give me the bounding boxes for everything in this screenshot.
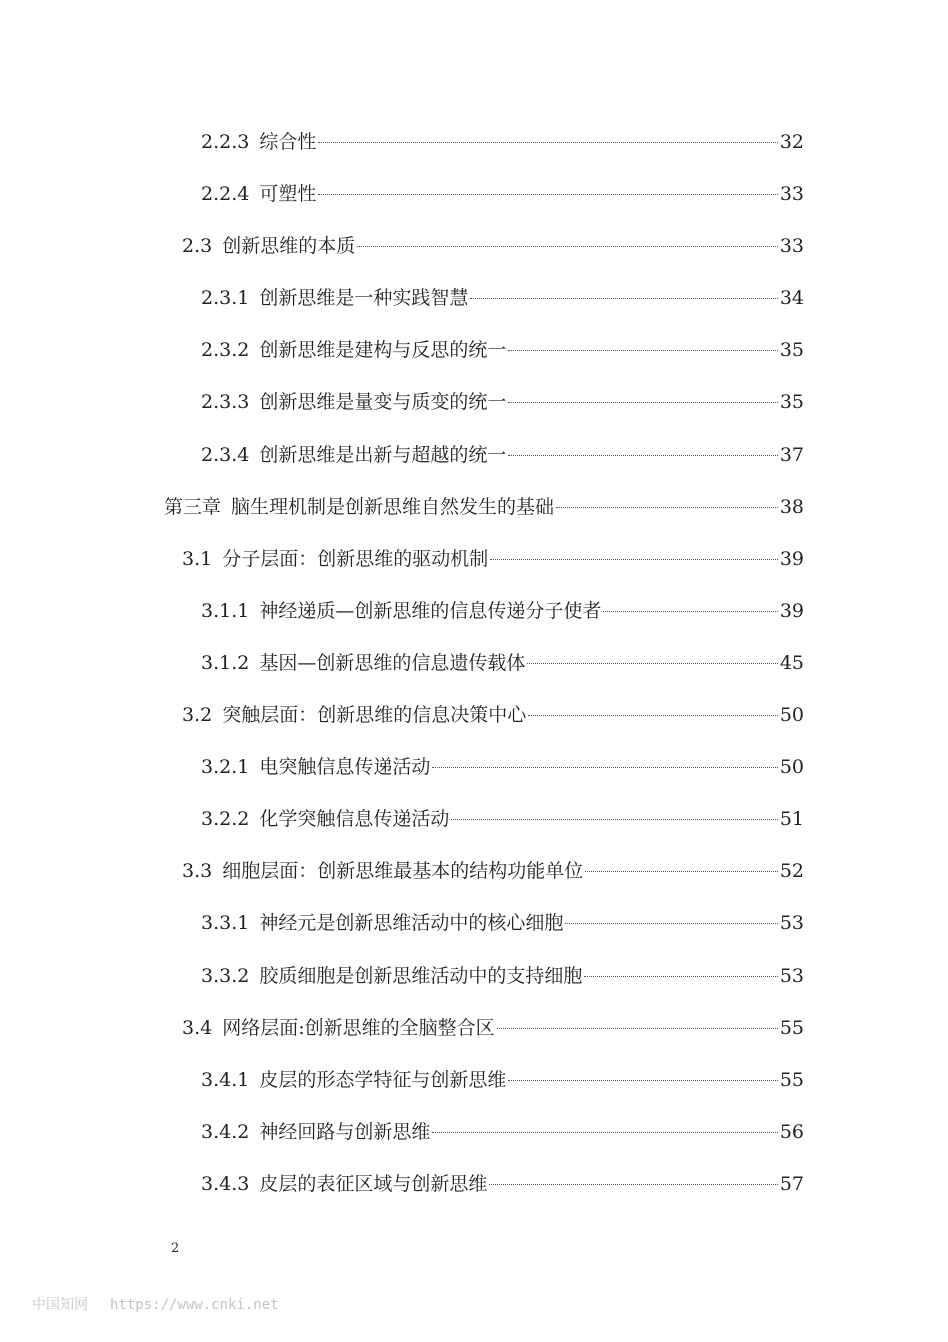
toc-entry-number: 3.4.1 <box>201 1068 250 1091</box>
toc-entry[interactable] <box>0 793 948 845</box>
toc-dot-leader <box>318 194 777 195</box>
toc-dot-leader <box>508 455 777 456</box>
toc-entry-number: 3.4.2 <box>201 1120 250 1143</box>
toc-entry-line <box>201 1118 804 1146</box>
toc-entry-line <box>201 597 804 625</box>
toc-entry-title: 创新思维是建构与反思的统一 <box>259 339 507 362</box>
toc-entry-title: 基因—创新思维的信息遗传载体 <box>259 651 526 674</box>
toc-entry-title: 皮层的形态学特征与创新思维 <box>259 1068 507 1091</box>
toc-entry-number: 2.3.3 <box>201 391 250 414</box>
toc-dot-leader <box>470 298 777 299</box>
toc-entry[interactable] <box>0 533 948 585</box>
toc-entry-title: 细胞层面：创新思维最基本的结构功能单位 <box>222 860 584 883</box>
toc-dot-leader <box>508 1080 777 1081</box>
toc-entry-number: 3.4 <box>182 1016 213 1039</box>
toc-entry[interactable] <box>0 1002 948 1054</box>
toc-entry-line <box>201 336 804 364</box>
toc-entry-number: 2.2.4 <box>201 183 250 206</box>
toc-dot-leader <box>584 976 777 977</box>
toc-entry[interactable] <box>0 429 948 481</box>
toc-dot-leader <box>585 871 778 872</box>
toc-dot-leader <box>508 350 777 351</box>
toc-entry-page: 37 <box>779 443 804 466</box>
toc-entry[interactable] <box>0 845 948 897</box>
toc-entry-line <box>201 128 804 156</box>
toc-entry-line <box>201 649 804 677</box>
toc-entry-line <box>201 284 804 312</box>
toc-entry-page: 32 <box>779 131 804 153</box>
toc-entry-page: 51 <box>779 808 804 831</box>
toc-entry[interactable] <box>0 637 948 689</box>
toc-dot-leader <box>489 1184 777 1185</box>
toc-entry-page: 39 <box>779 599 804 622</box>
toc-entry-title: 分子层面：创新思维的驱动机制 <box>222 547 489 570</box>
toc-entry-line <box>201 388 804 416</box>
toc-entry-number: 3.1.1 <box>201 599 250 622</box>
toc-entry-page: 55 <box>779 1016 804 1039</box>
toc-entry-number: 3.3.2 <box>201 964 250 987</box>
toc-entry-page: 56 <box>779 1120 804 1143</box>
toc-entry[interactable] <box>0 1158 948 1210</box>
toc-dot-leader <box>357 246 778 247</box>
toc-entry-title: 神经递质—创新思维的信息传递分子使者 <box>259 599 602 622</box>
toc-dot-leader <box>497 1028 778 1029</box>
toc-entry[interactable] <box>0 272 948 324</box>
toc-entry-number: 3.2.2 <box>201 808 250 831</box>
toc-dot-leader <box>565 923 777 924</box>
toc-entry-page: 55 <box>779 1068 804 1091</box>
toc-dot-leader <box>508 402 777 403</box>
toc-entry-title: 神经元是创新思维活动中的核心细胞 <box>259 912 564 935</box>
toc-dot-leader <box>432 767 777 768</box>
toc-entry-title: 电突触信息传递活动 <box>259 756 431 779</box>
toc-entry[interactable] <box>0 481 948 533</box>
toc-entry-line <box>182 232 804 260</box>
toc-entry-line <box>201 962 804 990</box>
toc-entry[interactable] <box>0 950 948 1002</box>
toc-entry-title: 综合性 <box>259 131 317 153</box>
toc-entry-page: 50 <box>779 704 804 727</box>
toc-entry-line <box>201 805 804 833</box>
toc-entry-page: 33 <box>779 235 804 258</box>
toc-entry-line <box>201 1066 804 1094</box>
toc-dot-leader <box>318 142 777 143</box>
toc-dot-leader <box>490 559 778 560</box>
toc-entry-title: 胶质细胞是创新思维活动中的支持细胞 <box>259 964 583 987</box>
toc-entry-title: 神经回路与创新思维 <box>259 1120 431 1143</box>
toc-entry-number: 2.3.2 <box>201 339 250 362</box>
toc-dot-leader <box>432 1132 777 1133</box>
toc-entry-title: 化学突触信息传递活动 <box>259 808 450 831</box>
cnki-watermark <box>32 1294 279 1314</box>
toc-entry-number: 第三章 <box>164 495 222 518</box>
table-of-contents <box>0 116 948 1210</box>
toc-entry-number: 3.2.1 <box>201 756 250 779</box>
toc-dot-leader <box>556 507 778 508</box>
toc-entry-page: 35 <box>779 391 804 414</box>
toc-entry-line <box>182 857 804 885</box>
toc-entry-title: 创新思维的本质 <box>222 235 356 258</box>
toc-entry-line <box>201 1170 804 1198</box>
toc-entry-page: 33 <box>779 183 804 206</box>
toc-entry-line <box>201 753 804 781</box>
toc-entry[interactable] <box>0 741 948 793</box>
toc-entry-page: 50 <box>779 756 804 779</box>
toc-entry-number: 2.3.4 <box>201 443 250 466</box>
toc-entry-page: 57 <box>779 1172 804 1195</box>
toc-entry-number: 3.1 <box>182 547 213 570</box>
toc-dot-leader <box>527 663 777 664</box>
page-number: 2 <box>171 1241 180 1256</box>
toc-entry-number: 3.2 <box>182 704 213 727</box>
toc-entry-line <box>201 441 804 469</box>
toc-entry[interactable] <box>0 324 948 376</box>
toc-entry-number: 2.2.3 <box>201 131 250 153</box>
toc-entry-page: 53 <box>779 912 804 935</box>
toc-entry-page: 38 <box>779 495 804 518</box>
toc-entry-page: 45 <box>779 651 804 674</box>
toc-entry-line <box>164 493 804 521</box>
toc-entry-number: 3.3.1 <box>201 912 250 935</box>
toc-entry-title: 突触层面：创新思维的信息决策中心 <box>222 704 527 727</box>
toc-entry-title: 创新思维是一种实践智慧 <box>259 287 469 310</box>
toc-entry-page: 39 <box>779 547 804 570</box>
toc-entry-title: 脑生理机制是创新思维自然发生的基础 <box>231 495 555 518</box>
toc-dot-leader <box>451 819 777 820</box>
watermark-name: 中国知网 <box>32 1297 88 1313</box>
toc-entry-page: 35 <box>779 339 804 362</box>
toc-entry[interactable] <box>0 220 948 272</box>
toc-entry[interactable] <box>0 897 948 949</box>
toc-dot-leader <box>528 715 778 716</box>
toc-entry[interactable] <box>0 689 948 741</box>
toc-entry[interactable] <box>0 585 948 637</box>
toc-entry-title: 网络层面:创新思维的全脑整合区 <box>222 1016 495 1039</box>
toc-entry-number: 3.4.3 <box>201 1172 250 1195</box>
toc-entry[interactable] <box>0 1106 948 1158</box>
toc-entry-line <box>182 545 804 573</box>
toc-entry-title: 可塑性 <box>259 183 317 206</box>
toc-entry-title: 创新思维是量变与质变的统一 <box>259 391 507 414</box>
toc-entry-title: 皮层的表征区域与创新思维 <box>259 1172 488 1195</box>
toc-entry-page: 52 <box>779 860 804 883</box>
toc-entry-line <box>182 1014 804 1042</box>
toc-entry-line <box>182 701 804 729</box>
toc-entry[interactable] <box>0 168 948 220</box>
toc-entry-number: 3.3 <box>182 860 213 883</box>
toc-entry-title: 创新思维是出新与超越的统一 <box>259 443 507 466</box>
toc-entry-line <box>201 180 804 208</box>
toc-entry-line <box>201 909 804 937</box>
toc-entry-page: 34 <box>779 287 804 310</box>
toc-dot-leader <box>603 611 777 612</box>
toc-entry[interactable] <box>0 116 948 168</box>
toc-entry-page: 53 <box>779 964 804 987</box>
toc-entry-number: 3.1.2 <box>201 651 250 674</box>
watermark-url: https://www.cnki.net <box>110 1297 279 1313</box>
toc-entry[interactable] <box>0 1054 948 1106</box>
toc-entry[interactable] <box>0 376 948 428</box>
toc-entry-number: 2.3.1 <box>201 287 250 310</box>
toc-entry-number: 2.3 <box>182 235 213 258</box>
